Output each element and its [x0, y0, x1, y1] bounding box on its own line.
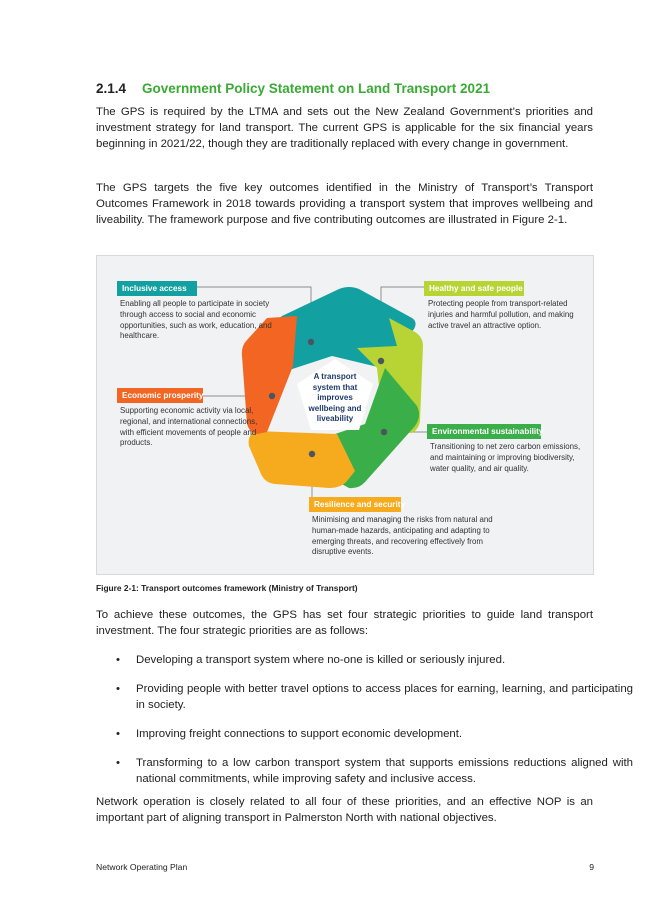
list-item-text: Developing a transport system where no-one is killed or seriously injured. — [136, 654, 506, 666]
dot-inclusive-access — [308, 339, 314, 345]
list-item — [96, 726, 633, 742]
section-heading — [96, 78, 596, 98]
dot-economic — [269, 393, 275, 399]
list-item — [96, 681, 633, 713]
dot-environmental — [381, 429, 387, 435]
desc-inclusive-access: Enabling all people to participate in society through access to social and economic opportunities, such as work, education, and healthcare. — [120, 299, 272, 341]
bullet-icon: • — [116, 683, 120, 695]
list-item-text: Providing people with better travel options to access places for earning, learning, and participating in society. — [136, 683, 633, 712]
paragraph-strategic-priorities: To achieve these outcomes, the GPS has set four strategic priorities to guide land transport investment. The four strategic priorities are as follows: — [96, 609, 593, 638]
label-healthy-safe: Healthy and safe people — [424, 281, 524, 296]
section-number: 2.1.4 — [96, 80, 127, 96]
paragraph-gps-intro: The GPS is required by the LTMA and sets out the New Zealand Government’s priorities and investment strategy for land transport. The current GPS is applicable for the six financial years beginning in 2021/22, though they are traditionally replaced with every change in government. — [96, 106, 593, 151]
footer-page-number: 9 — [589, 862, 594, 872]
desc-healthy-safe: Protecting people from transport-related injuries and harmful pollution, and making active travel an attractive option. — [428, 299, 574, 330]
desc-economic-prosperity: Supporting economic activity via local, regional, and international connections, with efficient movements of people and products. — [120, 406, 258, 448]
transport-outcomes-figure — [96, 255, 594, 575]
list-item-text: Transforming to a low carbon transport system that supports emissions reductions aligned with national commitments, while improving safety and inclusive access. — [136, 757, 633, 786]
section-title: Government Policy Statement on Land Transport 2021 — [142, 80, 491, 96]
label-environmental-sustainability: Environmental sustainability — [427, 424, 541, 439]
framework-purpose-text: A transport system that improves wellbeing and liveability — [308, 372, 362, 424]
desc-resilience-security: Minimising and managing the risks from natural and human-made hazards, anticipating and adapting to emerging threats, and recovering effectively from disruptive events. — [312, 515, 493, 557]
list-item-text: Improving freight connections to support economic development. — [136, 728, 463, 740]
figure-caption: Figure 2-1: Transport outcomes framework (Ministry of Transport) — [96, 583, 358, 593]
paragraph-gps-outcomes: The GPS targets the five key outcomes identified in the Ministry of Transport’s Transport Outcomes Framework in 2018 towards providing a transport system that improves wellbeing and liveability. The framework purpose and five contributing outcomes are illustrated in Figure 2-1. — [96, 182, 593, 227]
paragraph-network-operation: Network operation is closely related to all four of these priorities, and an effective NOP is an important part of aligning transport in Palmerston North with national objectives. — [96, 796, 593, 825]
segment-resilience — [249, 431, 355, 488]
label-resilience-security: Resilience and security — [309, 497, 401, 512]
dot-healthy-safe — [378, 358, 384, 364]
list-item — [96, 755, 633, 787]
bullet-icon: • — [116, 757, 120, 769]
bullet-icon: • — [116, 728, 120, 740]
label-inclusive-access: Inclusive access — [117, 281, 197, 296]
dot-resilience — [309, 451, 315, 457]
list-item — [96, 652, 633, 668]
desc-environmental-sustainability: Transitioning to net zero carbon emissions, and maintaining or improving biodiversity, water quality, and air quality. — [430, 442, 581, 473]
footer-document-title: Network Operating Plan — [96, 862, 188, 872]
bullet-icon: • — [116, 654, 120, 666]
label-economic-prosperity: Economic prosperity — [117, 388, 203, 403]
